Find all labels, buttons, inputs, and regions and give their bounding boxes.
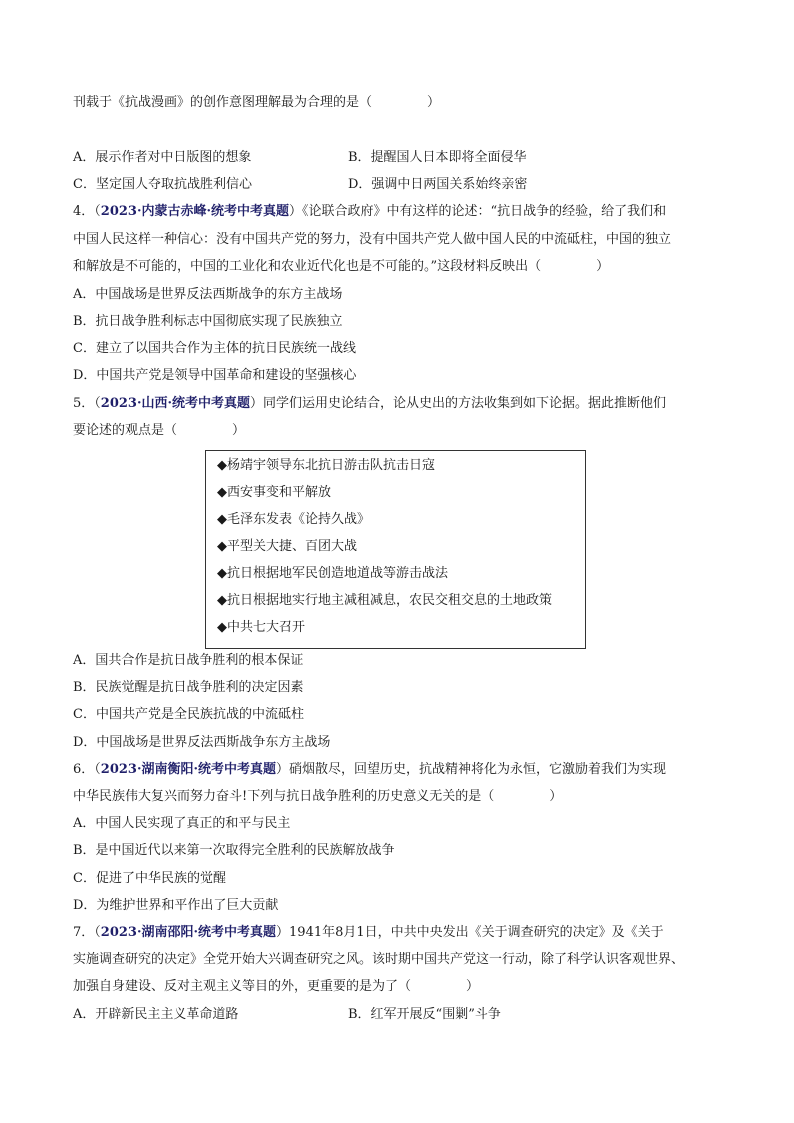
q6-stem-line2: 中华民族伟大复兴而努力奋斗!下列与抗日战争胜利的历史意义无关的是（ ） xyxy=(73,789,563,804)
q6-option-d: D．为维护世界和平作出了巨大贡献 xyxy=(73,898,279,913)
q7-option-b: B．红军开展反“围剿”斗争 xyxy=(348,1007,501,1022)
evidence-item: ◆抗日根据地实行地主减租减息，农民交租交息的土地政策 xyxy=(217,593,552,608)
q4-stem-line2: 中国人民这样一种信心：没有中国共产党的努力，没有中国共产党人做中国人民的中流砥柱，中国的独立 xyxy=(73,232,672,247)
q4-option-d: D．中国共产党是领导中国革命和建设的坚强核心 xyxy=(73,368,357,383)
evidence-item: ◆毛泽东发表《论持久战》 xyxy=(217,512,370,527)
q5-option-c: C．中国共产党是全民族抗战的中流砥柱 xyxy=(73,707,304,722)
q6-option-c: C．促进了中华民族的觉醒 xyxy=(73,871,226,886)
evidence-item: ◆抗日根据地军民创造地道战等游击战法 xyxy=(217,566,448,581)
q4-stem-line3: 和解放是不可能的，中国的工业化和农业近代化也是不可能的。”这段材料反映出（ ） xyxy=(73,259,610,274)
q7-source: 2023·湖南邵阳·统考中考真题 xyxy=(100,925,277,940)
q7-option-a: A．开辟新民主主义革命道路 xyxy=(73,1007,239,1022)
q4-option-c: C．建立了以国共合作为主体的抗日民族统一战线 xyxy=(73,341,356,356)
q4-source: 2023·内蒙古赤峰·统考中考真题 xyxy=(100,204,290,219)
q6-option-a: A．中国人民实现了真正的和平与民主 xyxy=(73,816,291,831)
q3-option-b: B．提醒国人日本即将全面侵华 xyxy=(348,150,527,165)
q4-option-b: B．抗日战争胜利标志中国彻底实现了民族独立 xyxy=(73,314,343,329)
q4-stem-line1: 4．（2023·内蒙古赤峰·统考中考真题）《论联合政府》中有这样的论述：“抗日战争的经验，给了我们和 xyxy=(73,204,667,219)
q5-option-d: D．中国战场是世界反法西斯战争东方主战场 xyxy=(73,735,331,750)
evidence-item: ◆杨靖宇领导东北抗日游击队抗击日寇 xyxy=(217,458,435,473)
evidence-box xyxy=(205,450,586,649)
q4-option-a: A．中国战场是世界反法西斯战争的东方主战场 xyxy=(73,287,343,302)
q5-stem-line2: 要论述的观点是（ ） xyxy=(73,423,246,438)
q3-option-a: A．展示作者对中日版图的想象 xyxy=(73,150,252,165)
q6-source: 2023·湖南衡阳·统考中考真题 xyxy=(100,762,277,777)
q5-option-a: A．国共合作是抗日战争胜利的根本保证 xyxy=(73,653,304,668)
q7-stem-line3: 加强自身建设、反对主观主义等目的外，更重要的是为了（ ） xyxy=(73,979,480,994)
q3-option-d: D．强调中日两国关系始终亲密 xyxy=(348,177,528,192)
q7-stem-line1: 7．（2023·湖南邵阳·统考中考真题）1941年8月1日，中共中央发出《关于调查研究的决定》及《关于 xyxy=(73,925,664,940)
evidence-item: ◆西安事变和平解放 xyxy=(217,485,331,500)
q5-source: 2023·山西·统考中考真题 xyxy=(100,396,251,411)
evidence-item: ◆中共七大召开 xyxy=(217,620,305,635)
evidence-item: ◆平型关大捷、百团大战 xyxy=(217,539,357,554)
q5-option-b: B．民族觉醒是抗日战争胜利的决定因素 xyxy=(73,680,304,695)
q7-stem-line2: 实施调查研究的决定》全党开始大兴调查研究之风。该时期中国共产党这一行动，除了科学认识客观世界、 xyxy=(73,952,685,967)
q6-stem-line1: 6．（2023·湖南衡阳·统考中考真题）硝烟散尽，回望历史，抗战精神将化为永恒，它激励着我们为实现 xyxy=(73,762,667,777)
q6-option-b: B．是中国近代以来第一次取得完全胜利的民族解放战争 xyxy=(73,843,395,858)
q5-stem-line1: 5．（2023·山西·统考中考真题）同学们运用史论结合，论从史出的方法收集到如下论据。据此推断他们 xyxy=(73,396,667,411)
q3-option-c: C．坚定国人夺取抗战胜利信心 xyxy=(73,177,252,192)
q3-stem-tail: 刊载于《抗战漫画》的创作意图理解最为合理的是（ ） xyxy=(73,95,441,110)
